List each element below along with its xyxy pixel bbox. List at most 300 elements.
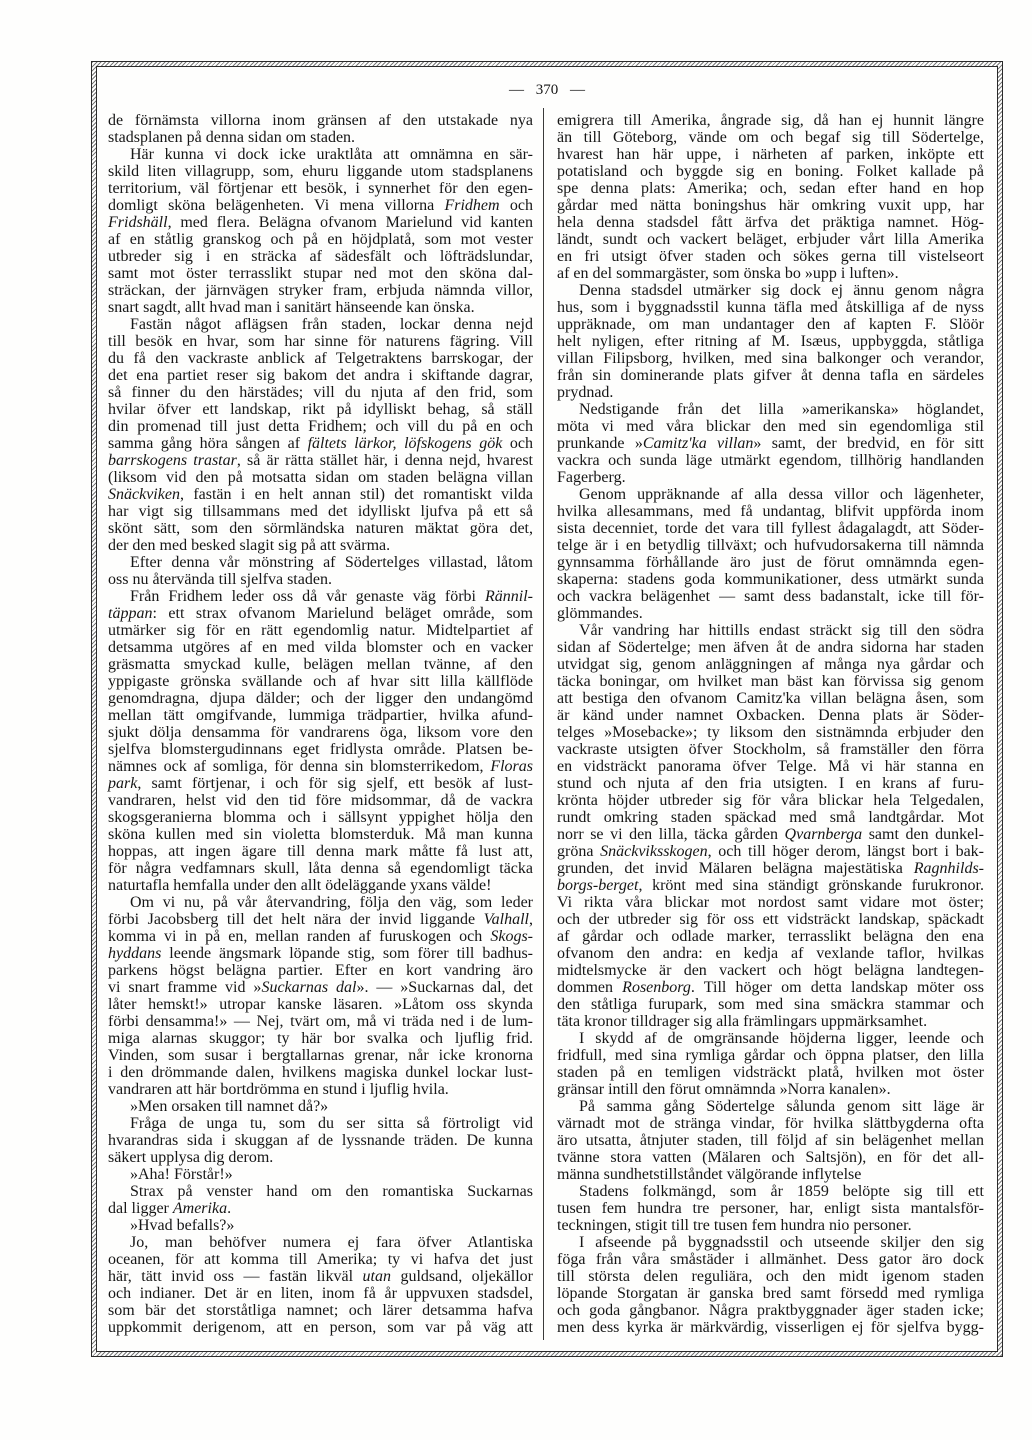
- italic-text: hyddans: [108, 945, 162, 962]
- text-line: [108, 1064, 533, 1081]
- line-text: gynnsamma förhållande äro just de förut omnämnda egen-: [557, 554, 984, 571]
- line-text: som bär det storståtliga namnet; och lärer detsamma hafva: [108, 1302, 533, 1319]
- text-line: [108, 1268, 533, 1285]
- line-text: af gårdar och odlade marker, terrasslikt belägna den ena: [557, 928, 984, 945]
- text-line: [108, 911, 533, 928]
- italic-text: utan: [362, 1268, 391, 1285]
- text-line: [557, 1234, 984, 1251]
- text-line: [108, 1030, 533, 1047]
- paragraph: [108, 146, 533, 316]
- text-line: [108, 775, 533, 792]
- italic-text: Ragnhilds-: [913, 860, 984, 877]
- text-line: [108, 469, 533, 486]
- line-text: , krönt med sina ständigt grönskande furukronor.: [638, 877, 984, 894]
- column-divider: [543, 108, 544, 1340]
- text-line: [108, 163, 533, 180]
- line-text: vi snart framme vid »: [108, 979, 262, 996]
- line-text: och: [502, 435, 533, 452]
- line-text: hoppas, att ingen ägare till denna mark måtte få lust att,: [108, 843, 533, 860]
- text-line: [108, 962, 533, 979]
- line-text: På samma gång Södertelge sålunda genom sitt läge är: [579, 1098, 984, 1115]
- line-text: emigrera till Amerika, ångrade sig, då han ej hunnit längre: [557, 112, 984, 129]
- line-text: att bestiga den ofvanom Camitz'ka villan belägna åsen, som: [557, 690, 984, 707]
- text-line: [108, 333, 533, 350]
- text-line: [557, 673, 984, 690]
- text-line: [108, 707, 533, 724]
- line-text: hvarandras sida i skuggan af de lyssnande träden. De kunna: [108, 1132, 533, 1149]
- paragraph: [108, 588, 533, 894]
- line-text: .: [227, 1200, 232, 1217]
- text-line: [108, 1302, 533, 1319]
- text-line: [557, 792, 984, 809]
- line-text: , och till höger derom, längst bort i bak-: [707, 843, 984, 860]
- text-line: [557, 1217, 984, 1234]
- line-text: leende ängsmark löpande stig, som förer till badhus-: [161, 945, 533, 962]
- italic-text: Rosenborg: [622, 979, 691, 996]
- paragraph: [557, 1234, 984, 1336]
- line-text: , så är rätta stället här, i denna nejd, hvarest: [236, 452, 533, 469]
- line-text: teckningen, stigit till tre tusen fem hundra nio personer.: [557, 1217, 912, 1234]
- text-line: [557, 571, 984, 588]
- line-text: territorium, väl förtjenar ett besök, i synnerhet för den egen-: [108, 180, 533, 197]
- text-line: [557, 877, 984, 894]
- line-text: Jo, man behöfver numera ej fara öfver Atlantiska: [130, 1234, 533, 1251]
- text-line: [108, 1319, 533, 1336]
- line-text: parkens högst belägna partier. Efter en kort vandring äro: [108, 962, 533, 979]
- line-text: »Men orsaken till namnet då?»: [130, 1098, 329, 1115]
- text-line: [108, 401, 533, 418]
- line-text: uppräknade, om man undantager den af kapten F. Slöör: [557, 316, 984, 333]
- text-line: [108, 299, 533, 316]
- line-text: utmärker sig för en rätt egendomlig natur. Midtelpartiet af: [108, 622, 533, 639]
- text-line: [557, 1302, 984, 1319]
- line-text: och goda gångbanor. Några praktbyggnader äger staden icke;: [557, 1302, 984, 1319]
- line-text: gräsmatta smyckad kulle, belägen mellan tvänne, af den: [108, 656, 533, 673]
- line-text: grunden, det invid Mälaren belägna majestätiska: [557, 860, 914, 877]
- text-line: [557, 248, 984, 265]
- line-text: en fri utsigt öfver staden och sökes gerna till vistelseort: [557, 248, 984, 265]
- line-text: samt mot öster terrasslikt stupar ned mot den sköna dal-: [108, 265, 533, 282]
- line-text: Efter denna vår mönstring af Södertelges villastad, låtom: [130, 554, 533, 571]
- line-text: , samt förtjenar, i och för sig sjelf, ett besök af lust-: [137, 775, 533, 792]
- text-line: [557, 690, 984, 707]
- line-text: vandraren att här bortdrömma en stund i ljuflig hvila.: [108, 1081, 449, 1098]
- line-text: telge är i en betydlig tillväxt; och hufvudorsakerna till nämnda: [557, 537, 984, 554]
- paragraph: [557, 401, 984, 486]
- line-text: potatisland och byggde sig en boning. Folket kallade på: [557, 163, 984, 180]
- text-line: [108, 1285, 533, 1302]
- line-text: möta vi med våra blickar den med sin egendomliga stil: [557, 418, 984, 435]
- line-text: det ena partiet reser sig bakom det andra i skiftande dagrar,: [108, 367, 533, 384]
- line-text: skaperna: stadens goda kommunikationer, dess utmärkt sunda: [557, 571, 984, 588]
- line-text: sjelfva blomstergudinnans eget fridlysta område. Platsen be-: [108, 741, 533, 758]
- text-line: [108, 571, 533, 588]
- text-line: [557, 418, 984, 435]
- line-text: Om vi nu, på vår återvandring, följa den väg, som leder: [130, 894, 533, 911]
- text-line: [557, 554, 984, 571]
- text-line: [557, 605, 984, 622]
- text-line: [108, 231, 533, 248]
- line-text: tvänne stora vatten (Mälaren och Saltsjön), en för det all-: [557, 1149, 984, 1166]
- line-text: oceanen, för att komma till Amerika; ty vi hafva det just: [108, 1251, 533, 1268]
- text-line: [557, 401, 984, 418]
- line-text: villan Filipsborg, hvilken, med sina balkonger och verandor,: [557, 350, 984, 367]
- text-line: [108, 503, 533, 520]
- text-line: [108, 724, 533, 741]
- line-text: dommen: [557, 979, 623, 996]
- text-line: [108, 945, 533, 962]
- text-line: [108, 1217, 533, 1234]
- text-line: [108, 826, 533, 843]
- line-text: »Aha! Förstår!»: [130, 1166, 233, 1183]
- line-text: spe denna plats: Amerika; och, sedan efter hand en hop: [557, 180, 984, 197]
- text-line: [108, 1251, 533, 1268]
- line-text: samma gång höra sången af: [108, 435, 308, 452]
- line-text: så finner du den härstädes; vill du njuta af den frid, som: [108, 384, 533, 401]
- line-text: samt den dunkel-: [862, 826, 984, 843]
- line-text: Genom uppräknande af alla dessa villor och lägenheter,: [579, 486, 984, 503]
- line-text: midtelsmycke är den vackert och högt belägna landtegen-: [557, 962, 984, 979]
- text-line: [557, 1200, 984, 1217]
- line-text: täta kronor tilldrager sig alla främlingars uppmärksamhet.: [557, 1013, 928, 1030]
- text-line: [557, 996, 984, 1013]
- text-line: [557, 214, 984, 231]
- line-text: Fråga de unga tu, som du ser sitta så förtroligt vid: [130, 1115, 533, 1132]
- text-line: [557, 197, 984, 214]
- text-line: [108, 588, 533, 605]
- line-text: i den drömmande dalen, hvilkens magiska dunkel lockar lust-: [108, 1064, 533, 1081]
- line-text: Vi rikta våra blickar mot nordost samt vidare mot öster;: [557, 894, 984, 911]
- paragraph: [108, 1166, 533, 1183]
- paragraph: [108, 1098, 533, 1115]
- paragraph: [557, 282, 984, 401]
- text-line: [557, 911, 984, 928]
- text-line: [557, 1285, 984, 1302]
- text-line: [557, 452, 984, 469]
- text-line: [108, 605, 533, 622]
- text-line: [108, 316, 533, 333]
- line-text: ofvanom den andra: en kedja af vexlande taflor, hvilkas: [557, 945, 984, 962]
- text-line: [557, 979, 984, 996]
- line-text: Vinden, som susar i bergtallarnas grenar, når icke kronorna: [108, 1047, 533, 1064]
- italic-text: borgs-berget: [557, 877, 639, 894]
- italic-text: park: [108, 775, 138, 792]
- line-text: krönta höjder utbreder sig för våra blickar hela Telgedalen,: [557, 792, 984, 809]
- line-text: värnadt mot de stränga vindar, för hvilka slättbygderna ofta: [557, 1115, 984, 1132]
- paragraph: [108, 316, 533, 554]
- page-number: — 370 —: [509, 82, 585, 98]
- text-line: [557, 1030, 984, 1047]
- text-line: [557, 146, 984, 163]
- paragraph: [557, 486, 984, 622]
- line-text: låter hemskt!» utropar kanske läsaren. »Låtom oss skynda: [108, 996, 533, 1013]
- line-text: vandraren, helst vid den tid före midsommar, då de vackra: [108, 792, 533, 809]
- line-text: telges »Mosebacke»; ty liksom den sistnämnda erbjuder den: [557, 724, 984, 741]
- text-line: [108, 1132, 533, 1149]
- line-text: . Till höger om detta landskap möter oss: [690, 979, 984, 996]
- line-text: för några vedfamnars skull, låta denna så egendomligt täcka: [108, 860, 533, 877]
- line-text: gårdar med nätta boningshus här omkring vuxit upp, har: [557, 197, 984, 214]
- text-line: [108, 758, 533, 775]
- line-text: hvilar öfver ett landskap, rikt på idylliskt behag, så ställ: [108, 401, 533, 418]
- text-line: [557, 826, 984, 843]
- line-text: sista decenniet, torde det vara till fyllest ådagalagdt, att Söder-: [557, 520, 984, 537]
- text-line: [557, 435, 984, 452]
- text-line: [108, 860, 533, 877]
- text-line: [108, 894, 533, 911]
- line-text: der den med besked slagit sig på att svärma.: [108, 537, 391, 554]
- line-text: staden på en temligen vidsträckt platå, hvilken mot öster: [557, 1064, 984, 1081]
- line-text: och der utbreder sig för oss ett vidsträckt landskap, späckadt: [557, 911, 984, 928]
- line-text: den ståtliga furupark, som med sina smäckra stammar och: [557, 996, 984, 1013]
- line-text: männa sundhetstillståndet välgörande inflytelse: [557, 1166, 862, 1183]
- line-text: utbreder sig i en sträcka af sädesfält och löfträdslundar,: [108, 248, 533, 265]
- line-text: Stadens folkmängd, som år 1859 belöpte sig till ett: [579, 1183, 984, 1200]
- text-line: [557, 809, 984, 826]
- line-text: till största delen reguliära, och den midt igenom staden: [557, 1268, 984, 1285]
- text-line: [557, 163, 984, 180]
- text-line: [108, 486, 533, 503]
- paragraph: [108, 1234, 533, 1336]
- text-line: [557, 1047, 984, 1064]
- text-line: [557, 707, 984, 724]
- text-line: [557, 1319, 984, 1336]
- line-text: täcka boningar, om hvilket man bäst kan förvissa sig genom: [557, 673, 984, 690]
- italic-text: barrskogens trastar: [108, 452, 237, 469]
- text-line: [557, 384, 984, 401]
- line-text: Nedstigande från det lilla »amerikanska» höglandet,: [579, 401, 984, 418]
- text-line: [557, 1132, 984, 1149]
- line-text: hus, som i byggnadsstil kunna täfla med åtskilliga af de nyss: [557, 299, 984, 316]
- line-text: är känd under namnet Oxbacken. Denna plats är Söder-: [557, 707, 984, 724]
- text-line: [557, 1013, 984, 1030]
- text-line: [557, 928, 984, 945]
- line-text: Strax på venster hand om den romantiska Suckarnas: [130, 1183, 533, 1200]
- italic-text: Rännil-: [485, 588, 533, 605]
- text-line: [108, 1149, 533, 1166]
- paragraph: [557, 1098, 984, 1183]
- line-text: från sin dominerande plats gifver åt denna tafla en särdeles: [557, 367, 984, 384]
- text-line: [557, 588, 984, 605]
- text-line: [108, 282, 533, 299]
- text-line: [557, 639, 984, 656]
- text-line: [557, 1081, 984, 1098]
- line-text: » samt, der bredvid, en för sitt: [753, 435, 984, 452]
- line-text: hela denna stadsdel fått ärfva det präktiga namnet. Hög-: [557, 214, 984, 231]
- line-text: din promenad till just detta Fridhem; och vill du på en och: [108, 418, 533, 435]
- line-text: »Hvad befalls?»: [130, 1217, 235, 1234]
- line-text: guldsand, oljekällor: [390, 1268, 533, 1285]
- line-text: du få den vackraste anblick af Telgetraktens barrskogar, der: [108, 350, 533, 367]
- text-line: [108, 843, 533, 860]
- line-text: löpande Storgatan är ganska bred samt försedd med rymliga: [557, 1285, 984, 1302]
- italic-text: Qvarnberga: [784, 826, 863, 843]
- paragraph: [108, 554, 533, 588]
- italic-text: Floras: [490, 758, 533, 775]
- text-line: [557, 129, 984, 146]
- italic-text: Skogs-: [490, 928, 533, 945]
- line-text: snart sagdt, allt hvad man i sanitärt hänseende kan önska.: [108, 299, 475, 316]
- text-line: [108, 656, 533, 673]
- line-text: utvidgat sig, genom anläggningen af många nya gårdar och: [557, 656, 984, 673]
- text-line: [108, 877, 533, 894]
- line-text: norr se vi den lilla, täcka gården: [557, 826, 785, 843]
- text-line: [557, 537, 984, 554]
- line-text: fridfull, med sina rymliga gårdar och öppna platser, den lilla: [557, 1047, 984, 1064]
- text-line: [557, 486, 984, 503]
- line-text: sjukt dölja densamma för vandrarens öga, liksom vore den: [108, 724, 533, 741]
- text-line: [557, 1166, 984, 1183]
- text-line: [557, 520, 984, 537]
- line-text: än till Göteborg, vände om och begaf sig till Södertelge,: [557, 129, 984, 146]
- italic-text: Snäckviksskogen: [600, 843, 708, 860]
- paragraph: [557, 622, 984, 1030]
- text-line: [557, 503, 984, 520]
- text-line: [108, 673, 533, 690]
- text-line: [108, 129, 533, 146]
- line-text: ,: [529, 911, 533, 928]
- line-text: Här kunna vi dock icke uraktlåta att omnämna en sär-: [130, 146, 533, 163]
- line-text: och vackra belägenhet — samt dess badanstalt, icke till för-: [557, 588, 984, 605]
- text-line: [108, 792, 533, 809]
- text-line: [108, 265, 533, 282]
- text-line: [108, 180, 533, 197]
- line-text: skönt sätt, som den sörmländska naturen mäktat göra det,: [108, 520, 533, 537]
- line-text: äro utsatta, åtnjuter staden, till följd af sin belägenhet mellan: [557, 1132, 984, 1149]
- line-text: miga alarnas skuggor; ty här bor svalka och ljuflig frid.: [108, 1030, 533, 1047]
- line-text: dal ligger: [108, 1200, 173, 1217]
- line-text: gröna: [557, 843, 601, 860]
- line-text: I skydd af de omgränsande höjderna ligger, leende och: [579, 1030, 984, 1047]
- text-line: [108, 741, 533, 758]
- text-line: [108, 979, 533, 996]
- column-left: [108, 112, 533, 1336]
- text-line: [557, 962, 984, 979]
- line-text: skild liten villagrupp, som, ehuru liggande utom stadsplanens: [108, 163, 533, 180]
- italic-text: Valhall: [483, 911, 529, 928]
- line-text: Fastän något aflägsen från staden, lockar denna nejd: [130, 316, 533, 333]
- text-line: [108, 214, 533, 231]
- line-text: nämnes ock af somliga, för denna sin blomsterrikedom,: [108, 758, 491, 775]
- line-text: uppkommit derigenom, att en person, som var på väg att: [108, 1319, 533, 1336]
- text-line: [108, 690, 533, 707]
- text-line: [108, 197, 533, 214]
- line-text: ». — »Suckarnas dal, det: [356, 979, 534, 996]
- text-line: [108, 996, 533, 1013]
- text-line: [557, 758, 984, 775]
- paragraph: [108, 1217, 533, 1234]
- line-text: vackraste utsigten öfver Stockholm, så framställer den förra: [557, 741, 984, 758]
- text-line: [557, 843, 984, 860]
- text-line: [108, 418, 533, 435]
- line-text: yppigaste grönska svällande och af hvar sitt lilla källflöde: [108, 673, 533, 690]
- line-text: , med flera. Belägna ofvanom Marielund vid kanten: [167, 214, 533, 231]
- text-line: [557, 1183, 984, 1200]
- line-text: och: [499, 197, 533, 214]
- line-text: de förnämsta villorna inom gränsen af den utstakade nya: [108, 112, 533, 129]
- text-line: [108, 146, 533, 163]
- text-line: [557, 894, 984, 911]
- text-line: [108, 1098, 533, 1115]
- line-text: skogsgeranierna blomma och i sällsynt yppighet hölja den: [108, 809, 533, 826]
- text-line: [557, 775, 984, 792]
- text-line: [557, 112, 984, 129]
- line-text: förbi densamma!» — Nej, tvärt om, må vi träda ned i de lum-: [108, 1013, 533, 1030]
- line-text: , fastän i en helt annan stil) det romantiskt vilda: [179, 486, 533, 503]
- line-text: detsamma utgöres af en med vilda blomster och en vacker: [108, 639, 533, 656]
- line-text: (liksom vid den på motsatta sidan om staden belägna villan: [108, 469, 533, 486]
- line-text: men dess kyrka är märkvärdig, visserligen ej för sjelfva bygg-: [557, 1319, 984, 1336]
- line-text: : ett strax ofvanom Marielund beläget område, som: [152, 605, 533, 622]
- text-line: [108, 554, 533, 571]
- italic-text: Snäckviken: [108, 486, 180, 503]
- text-line: [557, 231, 984, 248]
- line-text: Vår vandring har hittills endast sträckt sig till den södra: [579, 622, 984, 639]
- text-line: [557, 622, 984, 639]
- text-line: [557, 860, 984, 877]
- line-text: sträckan, der järnvägen stryker fram, erbjuda nämnda villor,: [108, 282, 533, 299]
- text-line: [557, 1251, 984, 1268]
- paragraph: [108, 1183, 533, 1217]
- line-text: naturtafla hemfalla under den allt ödeläggande yxans välde!: [108, 877, 492, 894]
- line-text: domligt sköna belägenheten. Vi mena villorna: [108, 197, 445, 214]
- line-text: Från Fridhem leder oss då vår genaste väg förbi: [130, 588, 485, 605]
- italic-text: Amerika: [172, 1200, 228, 1217]
- text-line: [108, 1013, 533, 1030]
- text-line: [557, 316, 984, 333]
- text-line: [557, 282, 984, 299]
- text-line: [557, 945, 984, 962]
- text-line: [557, 469, 984, 486]
- line-text: till besök en hvar, som har sinne för naturens fägring. Vill: [108, 333, 533, 350]
- text-line: [557, 1115, 984, 1132]
- line-text: föga från våra småstäder i allmänhet. Dess gator äro dock: [557, 1251, 984, 1268]
- text-line: [557, 367, 984, 384]
- line-text: Fagerberg.: [557, 469, 626, 486]
- paragraph: [557, 1030, 984, 1098]
- text-line: [108, 1047, 533, 1064]
- text-line: [108, 622, 533, 639]
- text-line: [108, 367, 533, 384]
- text-line: [108, 1081, 533, 1098]
- line-text: af en ståtlig granskog och på en höjdplatå, som mot vester: [108, 231, 533, 248]
- italic-text: Camitz'ka villan: [642, 435, 754, 452]
- text-line: [108, 435, 533, 452]
- paragraph: [108, 1115, 533, 1166]
- text-line: [557, 724, 984, 741]
- text-line: [108, 639, 533, 656]
- text-line: [108, 520, 533, 537]
- text-line: [108, 1234, 533, 1251]
- italic-text: Fridshäll: [108, 214, 168, 231]
- text-line: [108, 112, 533, 129]
- line-text: sidan af Södertelge; men äfven åt de andra sidorna har staden: [557, 639, 984, 656]
- text-line: [557, 1064, 984, 1081]
- line-text: förbi Jacobsberg till det helt nära der invid liggande: [108, 911, 484, 928]
- italic-text: fältets lärkor, löfskogens gök: [307, 435, 503, 452]
- text-line: [557, 299, 984, 316]
- text-line: [557, 1268, 984, 1285]
- text-line: [108, 452, 533, 469]
- line-text: och indianer. Det är en liten, inom få år uppvuxen stadsdel,: [108, 1285, 533, 1302]
- line-text: af en del sommargäster, som önska bo »upp i luften».: [557, 265, 899, 282]
- paragraph: [108, 894, 533, 1098]
- line-text: oss nu återvända till sjelfva staden.: [108, 571, 332, 588]
- line-text: gränsar intill den förut omnämnda »Norra kanalen».: [557, 1081, 891, 1098]
- text-line: [108, 1166, 533, 1183]
- column-right: [557, 112, 984, 1336]
- line-text: prunkande »: [557, 435, 643, 452]
